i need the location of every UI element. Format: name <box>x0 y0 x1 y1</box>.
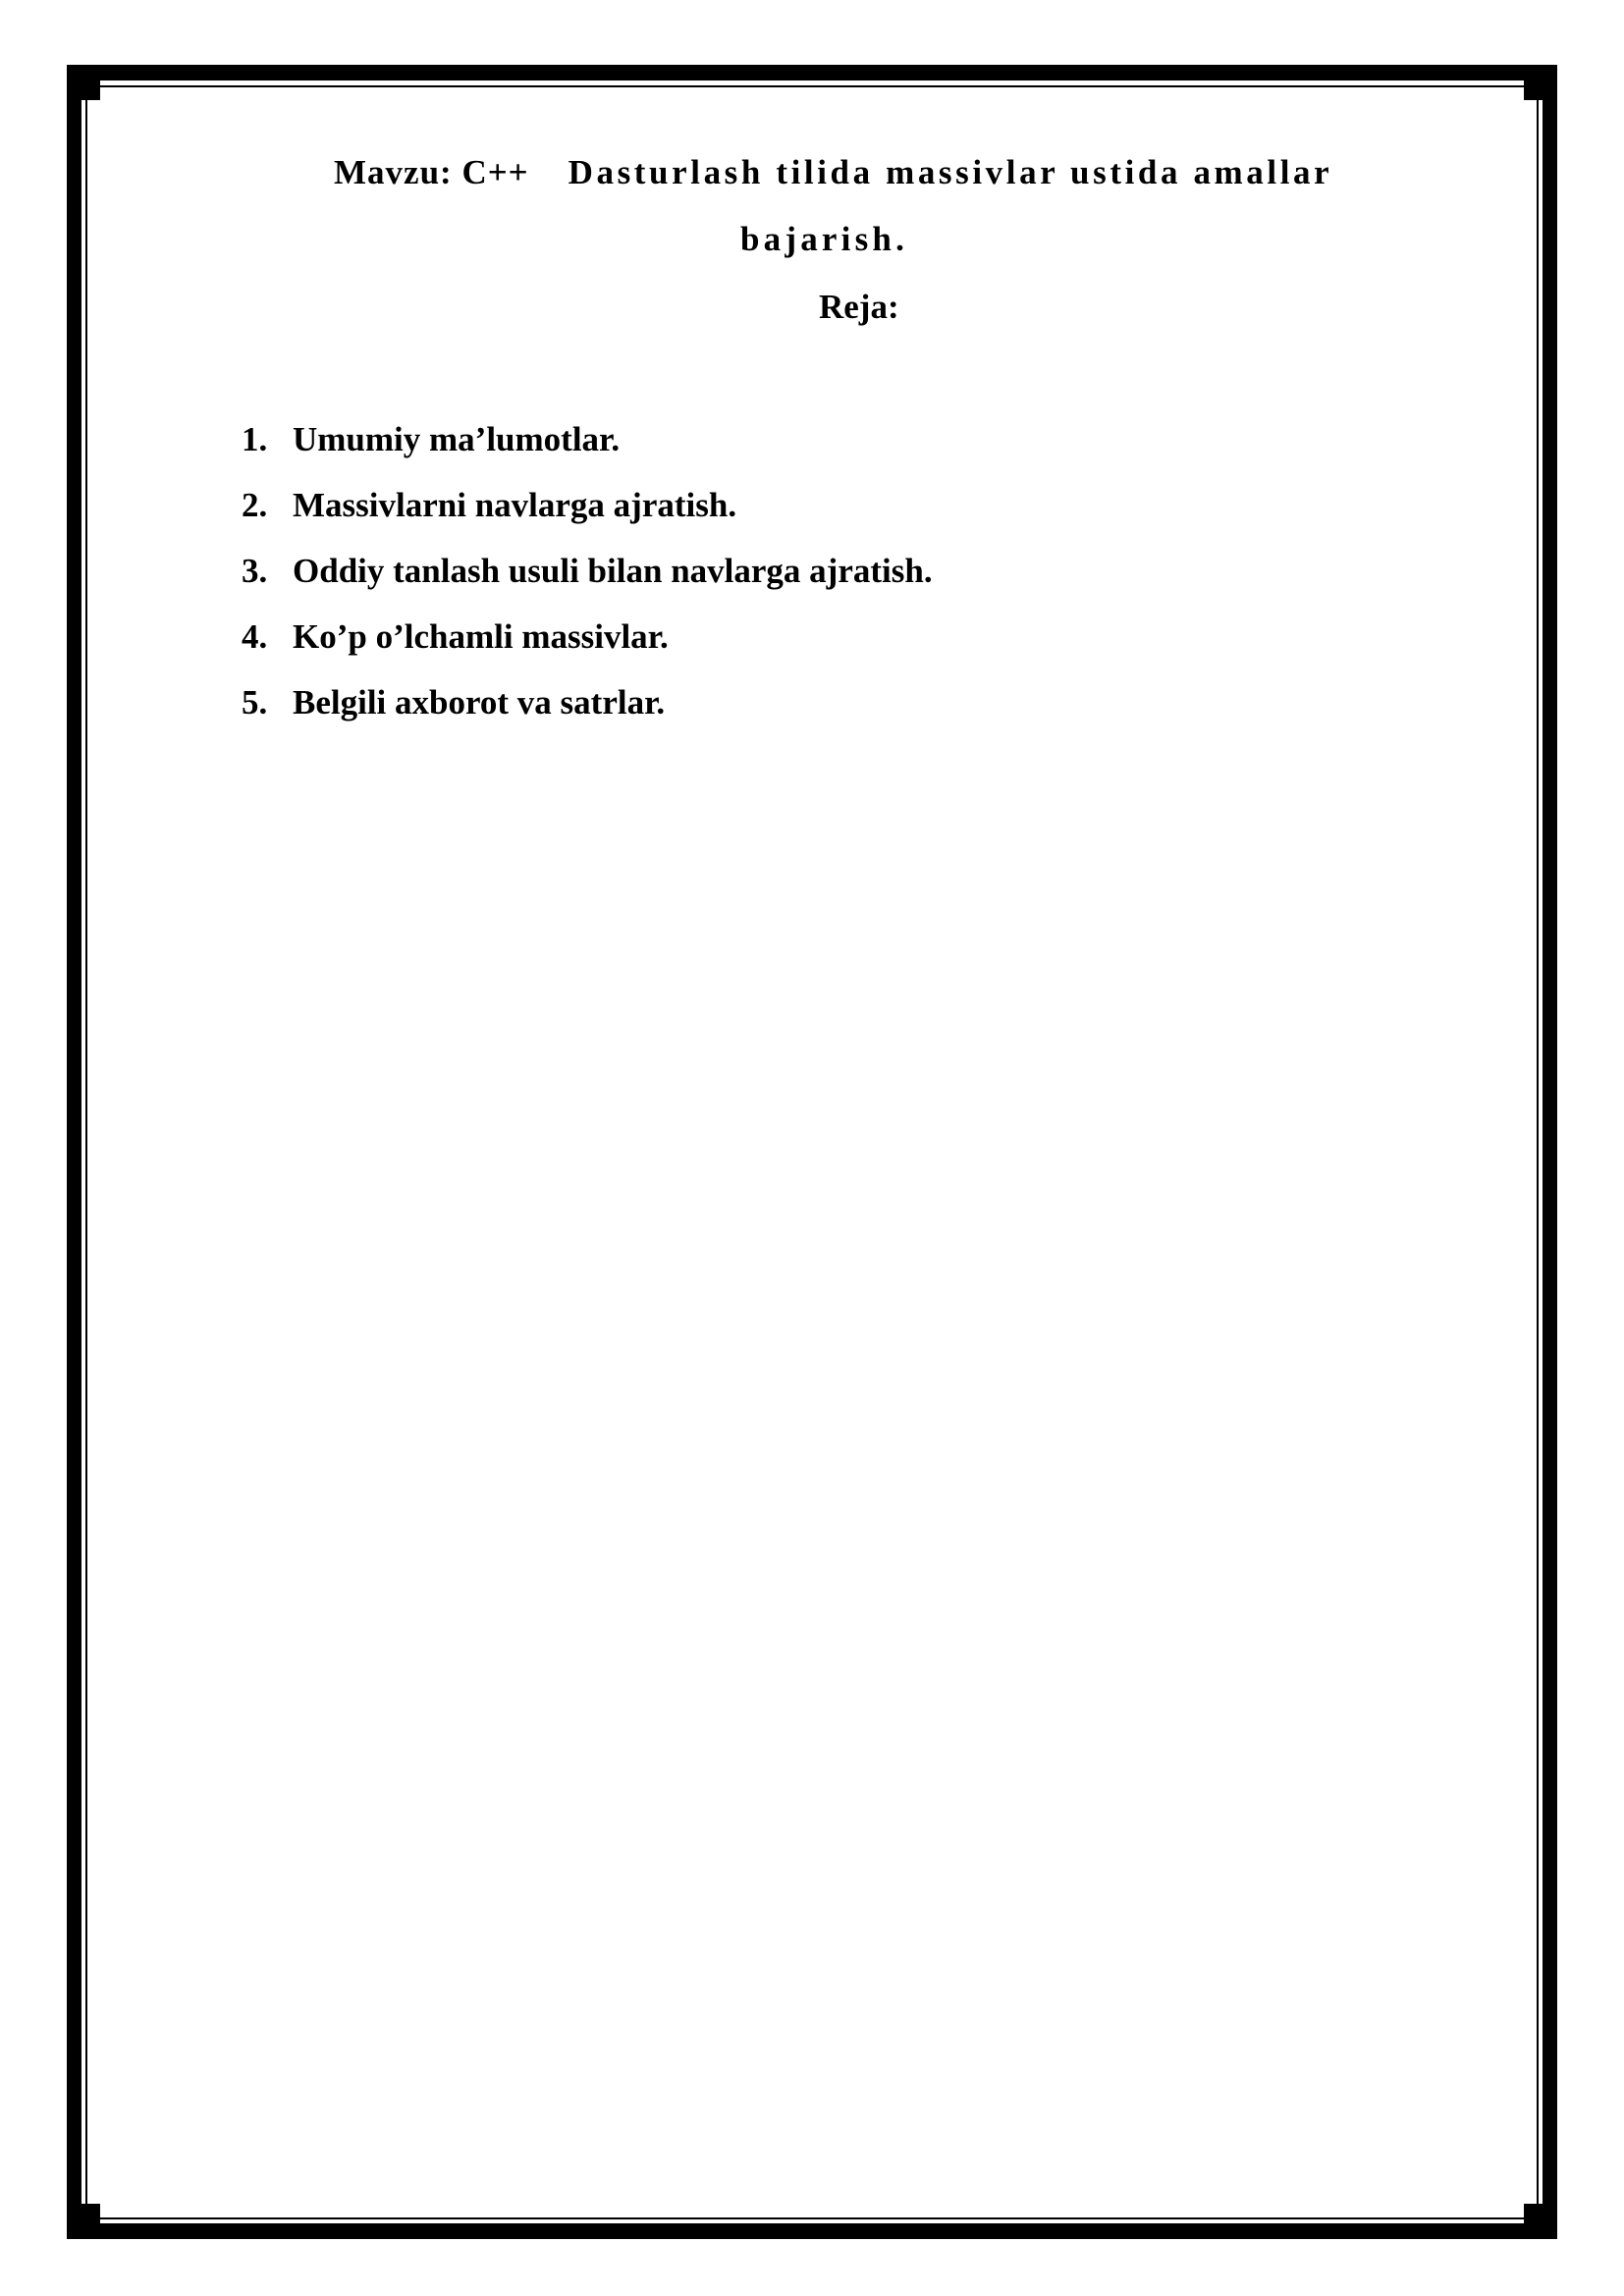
title-main-text: Dasturlash tilida massivlar ustida amallar <box>568 153 1333 191</box>
border-inner-line <box>86 86 1538 2218</box>
plan-item-number: 2. <box>242 486 268 524</box>
plan-heading: Reja: <box>819 288 899 326</box>
plan-item <box>242 552 933 617</box>
plan-item-text: Massivlarni navlarga ajratish. <box>293 486 737 524</box>
plan-item-text: Umumiy ma’lumotlar. <box>293 420 621 458</box>
plan-item-number: 4. <box>242 617 268 656</box>
plan-item <box>242 420 933 486</box>
plan-item <box>242 486 933 552</box>
document-title-continuation: bajarish. <box>740 220 909 258</box>
border-right-bar <box>1543 114 1557 2192</box>
border-bottom-bar <box>116 2223 1510 2239</box>
plan-item-text: Ko’p o’lchamli massivlar. <box>293 617 669 656</box>
plan-item-number: 5. <box>242 683 268 721</box>
border-left-bar <box>67 114 81 2192</box>
plan-item-text: Oddiy tanlash usuli bilan navlarga ajratish. <box>293 552 933 590</box>
title-prefix: Mavzu: C++ <box>334 153 529 191</box>
document-title <box>334 153 1332 192</box>
plan-item <box>242 617 933 683</box>
plan-item <box>242 683 933 749</box>
plan-item-text: Belgili axborot va satrlar. <box>293 683 666 721</box>
border-top-bar <box>116 65 1510 80</box>
plan-item-number: 1. <box>242 420 268 458</box>
plan-item-number: 3. <box>242 552 268 590</box>
plan-list <box>242 420 933 749</box>
